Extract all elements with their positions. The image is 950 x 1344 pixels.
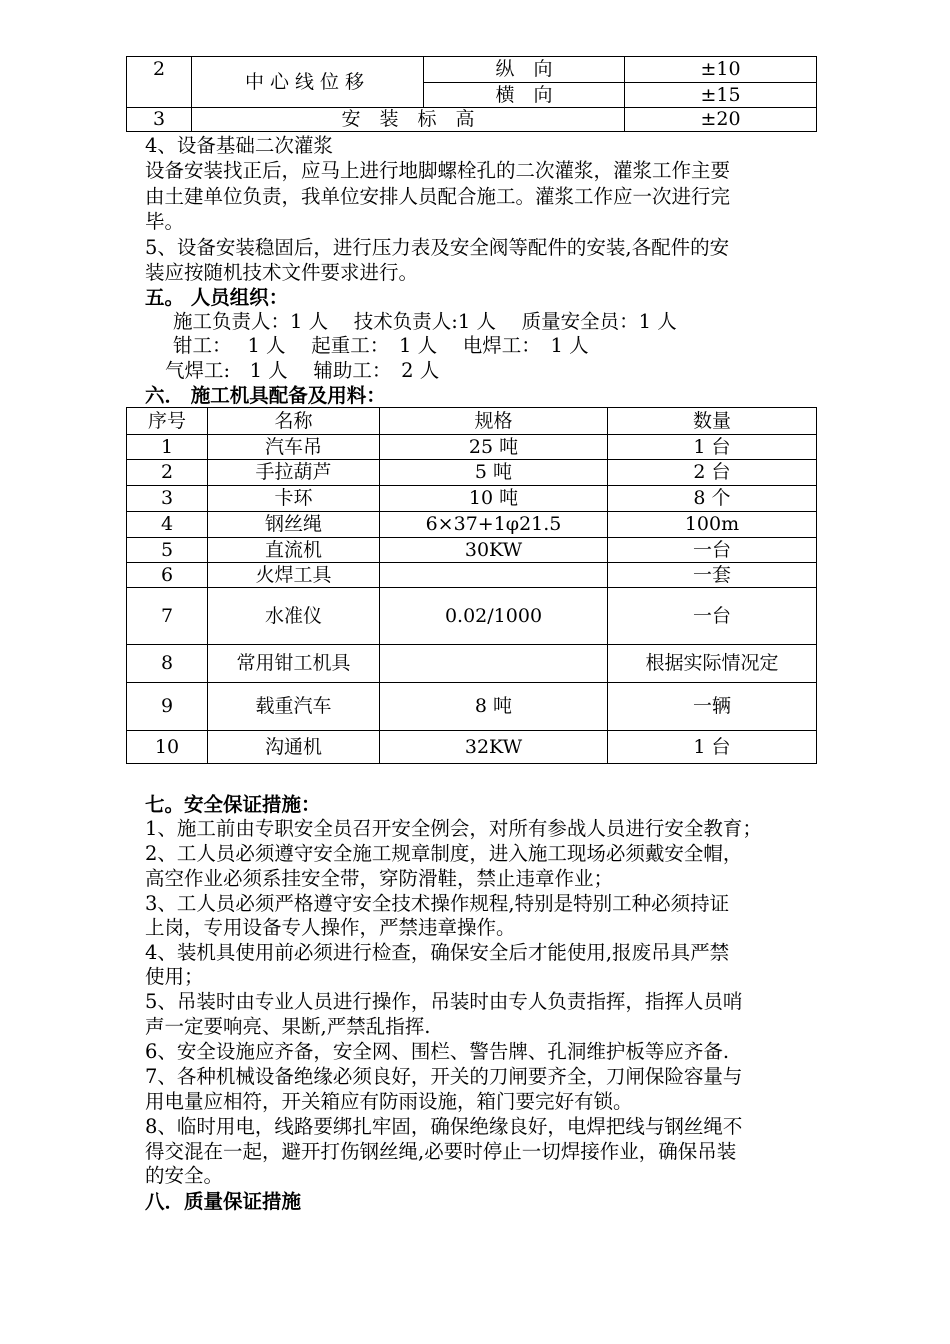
paragraph-line: 由土建单位负责，我单位安排人员配合施工。灌浆工作应一次进行完 [145, 185, 731, 208]
table-cell: 根据实际情况定 [608, 645, 817, 683]
table-cell: 水准仪 [208, 588, 380, 645]
table-cell: 100m [608, 512, 817, 538]
section-heading: 七。安全保证措施： [145, 793, 321, 816]
table-row [127, 57, 817, 83]
table-cell: 一辆 [608, 683, 817, 731]
paragraph-line: 4、设备基础二次灌浆 [145, 134, 333, 157]
table-cell: 5 [127, 538, 208, 563]
table-cell: 一套 [608, 563, 817, 588]
paragraph-line: 5、吊装时由专业人员进行操作，吊装时由专人负责指挥，指挥人员哨 [145, 990, 743, 1013]
table-row [127, 435, 817, 460]
tolerance-value: ±20 [625, 108, 817, 132]
paragraph-line: 7、各种机械设备绝缘必须良好，开关的刀闸要齐全，刀闸保险容量与 [145, 1065, 743, 1088]
tolerance-value: ±15 [625, 83, 817, 108]
table-row [127, 563, 817, 588]
table-cell: 0.02/1000 [380, 588, 608, 645]
table-row [127, 588, 817, 645]
paragraph-line: 1、施工前由专职安全员召开安全例会，对所有参战人员进行安全教育； [145, 817, 762, 840]
staff-line: 气焊工: 1 人 辅助工： 2 人 [165, 359, 440, 382]
table-cell: 30KW [380, 538, 608, 563]
table-cell: 10 [127, 731, 208, 764]
table-cell: 8 个 [608, 486, 817, 512]
table-row [127, 645, 817, 683]
table-cell: 一台 [608, 538, 817, 563]
section-heading: 八．质量保证措施 [145, 1190, 302, 1213]
table-cell: 8 吨 [380, 683, 608, 731]
table-cell: 手拉葫芦 [208, 460, 380, 486]
column-header: 规格 [380, 408, 608, 435]
paragraph-line: 声一定要响亮、果断,严禁乱指挥. [145, 1015, 431, 1038]
table-cell: 2 台 [608, 460, 817, 486]
paragraph-line: 毕。 [145, 210, 185, 233]
table-cell: 6×37+1φ21.5 [380, 512, 608, 538]
table-cell: 卡环 [208, 486, 380, 512]
tolerance-value: ±10 [625, 57, 817, 83]
table-cell: 9 [127, 683, 208, 731]
table-cell: 2 [127, 460, 208, 486]
table-cell: 汽车吊 [208, 435, 380, 460]
column-header: 序号 [127, 408, 208, 435]
paragraph-line: 2、工人员必须遵守安全施工规章制度，进入施工现场必须戴安全帽， [145, 842, 743, 865]
staff-line: 钳工： 1 人 起重工： 1 人 电焊工： 1 人 [173, 334, 589, 357]
paragraph-line: 得交混在一起，避开打伤钢丝绳,必要时停止一切焊接作业，确保吊装 [145, 1140, 737, 1163]
paragraph-line: 设备安装找正后，应马上进行地脚螺栓孔的二次灌浆，灌浆工作主要 [145, 159, 731, 182]
item-name: 安 装 标 高 [192, 108, 625, 132]
paragraph-line: 上岗，专用设备专人操作，严禁违章操作。 [145, 916, 516, 939]
section-heading: 五。 人员组织： [145, 286, 289, 309]
row-number: 2 [127, 57, 192, 108]
tolerance-table [126, 56, 817, 132]
table-cell: 10 吨 [380, 486, 608, 512]
column-header: 名称 [208, 408, 380, 435]
column-header: 数量 [608, 408, 817, 435]
table-row [127, 731, 817, 764]
table-cell [380, 645, 608, 683]
paragraph-line: 使用； [145, 965, 204, 988]
table-cell: 6 [127, 563, 208, 588]
table-cell: 一台 [608, 588, 817, 645]
table-cell: 1 [127, 435, 208, 460]
direction-cell: 横 向 [424, 83, 625, 108]
table-row [127, 486, 817, 512]
table-cell: 1 台 [608, 731, 817, 764]
table-cell: 5 吨 [380, 460, 608, 486]
table-cell: 常用钳工机具 [208, 645, 380, 683]
item-name: 中心线位移 [192, 57, 424, 108]
table-cell: 8 [127, 645, 208, 683]
paragraph-line: 8、临时用电，线路要绑扎牢固，确保绝缘良好，电焊把线与钢丝绳不 [145, 1115, 743, 1138]
paragraph-line: 用电量应相符，开关箱应有防雨设施，箱门要完好有锁。 [145, 1090, 633, 1113]
equipment-table [126, 407, 817, 764]
table-row [127, 538, 817, 563]
table-row [127, 683, 817, 731]
table-cell [380, 563, 608, 588]
table-cell: 钢丝绳 [208, 512, 380, 538]
table-cell: 载重汽车 [208, 683, 380, 731]
row-number: 3 [127, 108, 192, 132]
direction-cell: 纵 向 [424, 57, 625, 83]
table-cell: 火焊工具 [208, 563, 380, 588]
paragraph-line: 装应按随机技术文件要求进行。 [145, 261, 419, 284]
paragraph-line: 高空作业必须系挂安全带，穿防滑鞋，禁止违章作业； [145, 867, 614, 890]
table-header-row [127, 408, 817, 435]
paragraph-line: 3、工人员必须严格遵守安全技术操作规程,特别是特别工种必须持证 [145, 892, 730, 915]
paragraph-line: 4、装机具使用前必须进行检查，确保安全后才能使用,报废吊具严禁 [145, 941, 730, 964]
table-cell: 1 台 [608, 435, 817, 460]
table-cell: 3 [127, 486, 208, 512]
table-cell: 32KW [380, 731, 608, 764]
table-row [127, 512, 817, 538]
section-heading: 六． 施工机具配备及用料： [145, 384, 386, 407]
table-cell: 沟通机 [208, 731, 380, 764]
table-cell: 25 吨 [380, 435, 608, 460]
table-row [127, 460, 817, 486]
staff-line: 施工负责人：1 人 技术负责人:1 人 质量安全员：1 人 [173, 310, 677, 333]
table-row [127, 108, 817, 132]
table-cell: 直流机 [208, 538, 380, 563]
paragraph-line: 5、设备安装稳固后，进行压力表及安全阀等配件的安装,各配件的安 [145, 236, 730, 259]
paragraph-line: 6、安全设施应齐备，安全网、围栏、警告牌、孔洞维护板等应齐备. [145, 1040, 730, 1063]
paragraph-line: 的安全。 [145, 1164, 224, 1187]
table-cell: 4 [127, 512, 208, 538]
table-cell: 7 [127, 588, 208, 645]
